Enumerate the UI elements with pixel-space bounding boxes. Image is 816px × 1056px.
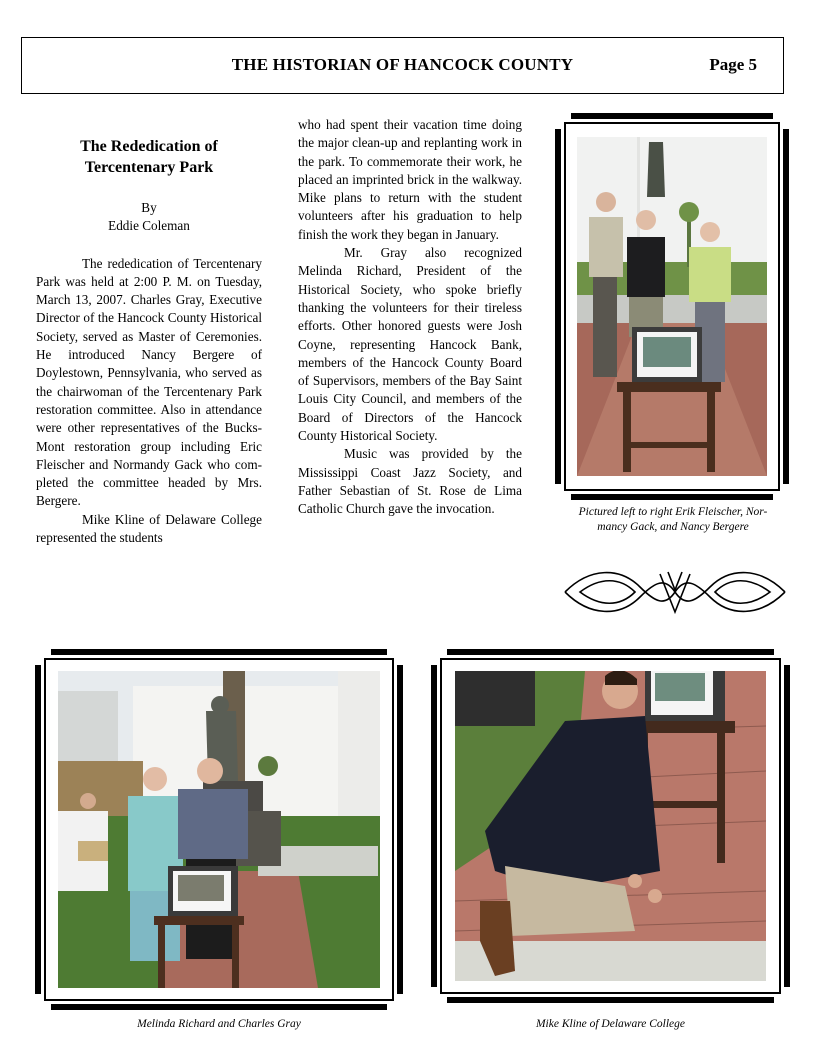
photo-mike-kline-placing-brick bbox=[455, 671, 766, 981]
article-column-1 bbox=[36, 136, 262, 547]
photo-caption-bottom-left: Melinda Richard and Charles Gray bbox=[137, 1018, 301, 1030]
article-title-line-2: Tercentenary Park bbox=[84, 159, 214, 176]
paragraph: Music was provided by the Mississippi Coast Jazz Society, and Father Sebastian of St. Rose de Lima Catholic Church gave the invocation. bbox=[298, 446, 522, 517]
photo-frame-bottom-right bbox=[431, 649, 790, 1003]
photo-caption-top-right bbox=[554, 505, 792, 535]
photo-caption-top-right-line-1: Pictured left to right Erik Fleischer, Nor- bbox=[578, 506, 768, 518]
photo-speakers-at-table bbox=[577, 137, 767, 476]
article-column-2 bbox=[298, 116, 522, 519]
article-title-line-1: The Rededication of bbox=[80, 138, 218, 155]
photo-melinda-and-charles bbox=[58, 671, 380, 988]
photo-frame-bottom-left bbox=[35, 649, 403, 1010]
byline-author: Eddie Coleman bbox=[108, 218, 190, 234]
byline-by: By bbox=[141, 200, 157, 215]
byline bbox=[36, 199, 262, 236]
decorative-flourish bbox=[560, 562, 790, 622]
paragraph: The rededication of Tercentenary Park was held at 2:00 P. M. on Tuesday, March 13, 2007. Charles Gray, Executive Director of the Hancock County Historical Society, served as Master of Ceremonies. He introduced Nancy Bergere of Doylestown, Pennsylvania, who served as the chairwoman of the Tercentenary Park restoration committee. Also in attendance were other representatives of the Bucks-Mont restoration group including Eric Fleischer and Normandy Gack who completed the committee headed by Mrs. Bergere. bbox=[36, 255, 262, 509]
paragraph: Mr. Gray also recognized Melinda Richard, President of the Historical Society, who spoke briefly thanking the volunteers for their tireless efforts. Other honored guests were Josh Coyne, representing Hancock Bank, members of the Hancock County Board of Supervisors, members of the Bay Saint Louis City Council, and members of the Board of Directors of the Hancock County Historical Society. bbox=[298, 245, 522, 444]
page-number: Page 5 bbox=[709, 55, 757, 74]
article-title bbox=[36, 136, 262, 178]
photo-caption-bottom-right: Mike Kline of Delaware College bbox=[535, 1018, 686, 1030]
photo-caption-top-right-line-2: mancy Gack, and Nancy Bergere bbox=[597, 521, 749, 533]
paragraph: who had spent their vacation time doing the major clean-up and replanting work in the park. To commemorate their work, he placed an imprinted brick in the walkway. Mike plans to return with the student volunteers after his graduation to help finish the work they began in January. bbox=[298, 117, 522, 242]
newsletter-title: THE HISTORIAN OF HANCOCK COUNTY bbox=[231, 55, 574, 74]
paragraph: Mike Kline of Delaware College represented the students bbox=[36, 511, 262, 546]
page-header bbox=[21, 37, 784, 94]
photo-frame-top-right bbox=[555, 113, 789, 500]
